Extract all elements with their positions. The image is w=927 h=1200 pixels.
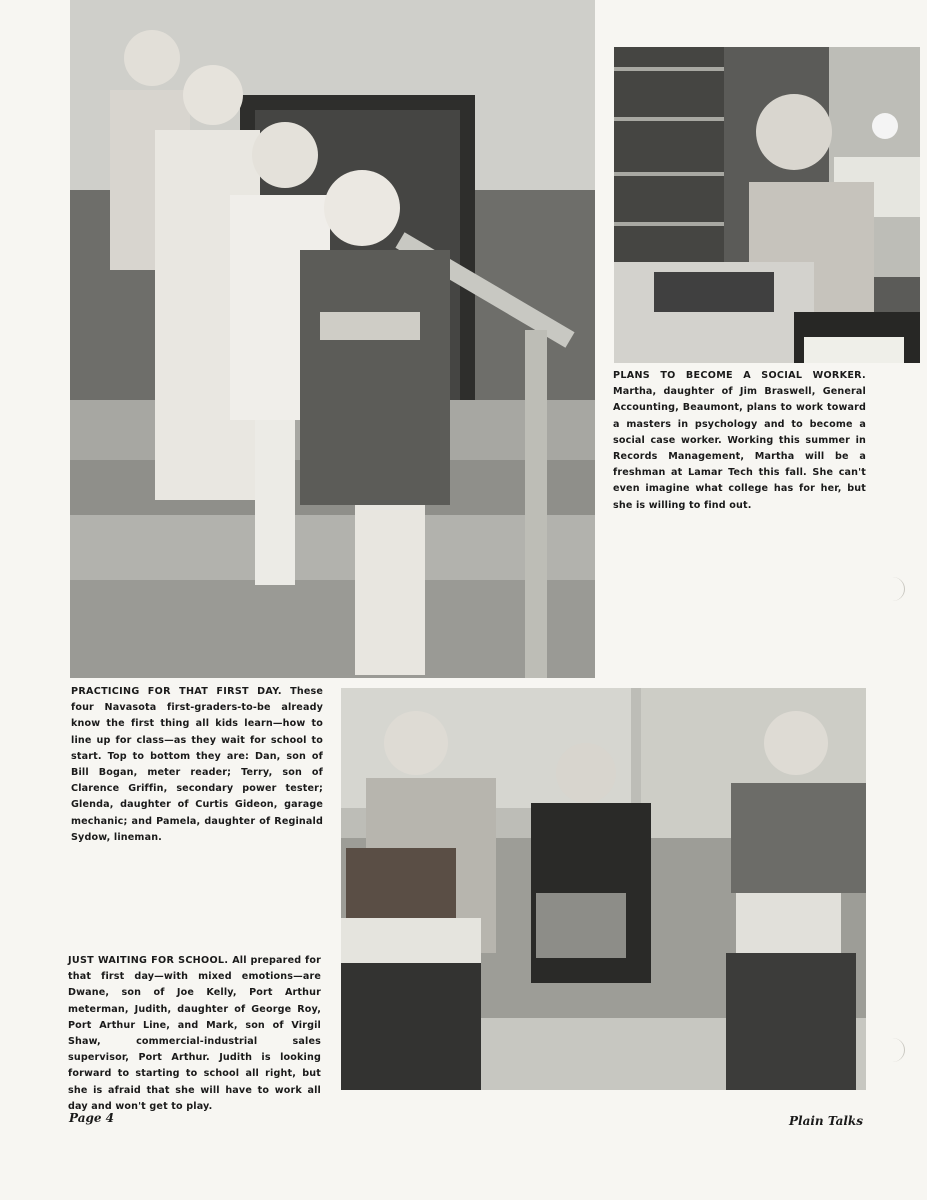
bench-photo-art: [341, 688, 866, 1090]
stairs-photo: [70, 0, 595, 678]
page-number: Page 4: [69, 1111, 115, 1125]
caption-waiting-body: All prepared for that first day—with mixed emotions—are Dwane, son of Joe Kelly, Port Arthur meterman, Judith, daughter of George Roy, Port Arthur Line, and Mark, son of Virgil Shaw, commercial-industrial sales supervisor, Port Arthur. Judith is looking forward to starting to school all right, but she is afraid that she will have to work all day and won't get to play.: [68, 955, 321, 1112]
caption-first-day-heading: PRACTICING FOR THAT FIRST DAY.: [71, 686, 291, 697]
office-photo-art: [614, 47, 920, 363]
bench-photo: [341, 688, 866, 1090]
binder-hole-bottom: [880, 1038, 905, 1062]
caption-waiting: [68, 953, 321, 1115]
caption-social-worker-body: Martha, daughter of Jim Braswell, General Accounting, Beaumont, plans to work toward a masters in psychology and to become a social case worker. Working this summer in Records Management, Martha will be a freshman at Lamar Tech this fall. She can't even imagine what college has for her, but she is willing to find out.: [613, 386, 866, 511]
binder-hole-top: [880, 577, 905, 601]
photo-punch-hole: [872, 113, 898, 139]
caption-waiting-heading: JUST WAITING FOR SCHOOL.: [68, 955, 233, 966]
publication-name: Plain Talks: [789, 1114, 864, 1128]
stairs-photo-art: [70, 0, 595, 678]
caption-first-day: [71, 684, 323, 846]
office-photo: [614, 47, 920, 363]
caption-social-worker: [613, 368, 866, 514]
caption-first-day-body: These four Navasota first-graders-to-be already know the first thing all kids learn—how to line up for class—as they wait for school to start. Top to bottom they are: Dan, son of Bill Bogan, meter reader; Terry, son of Clarence Griffin, secondary power tester; Glenda, daughter of Curtis Gideon, garage mechanic; and Pamela, daughter of Reginald Sydow, lineman.: [71, 686, 323, 843]
caption-social-worker-heading: PLANS TO BECOME A SOCIAL WORKER.: [613, 370, 866, 381]
